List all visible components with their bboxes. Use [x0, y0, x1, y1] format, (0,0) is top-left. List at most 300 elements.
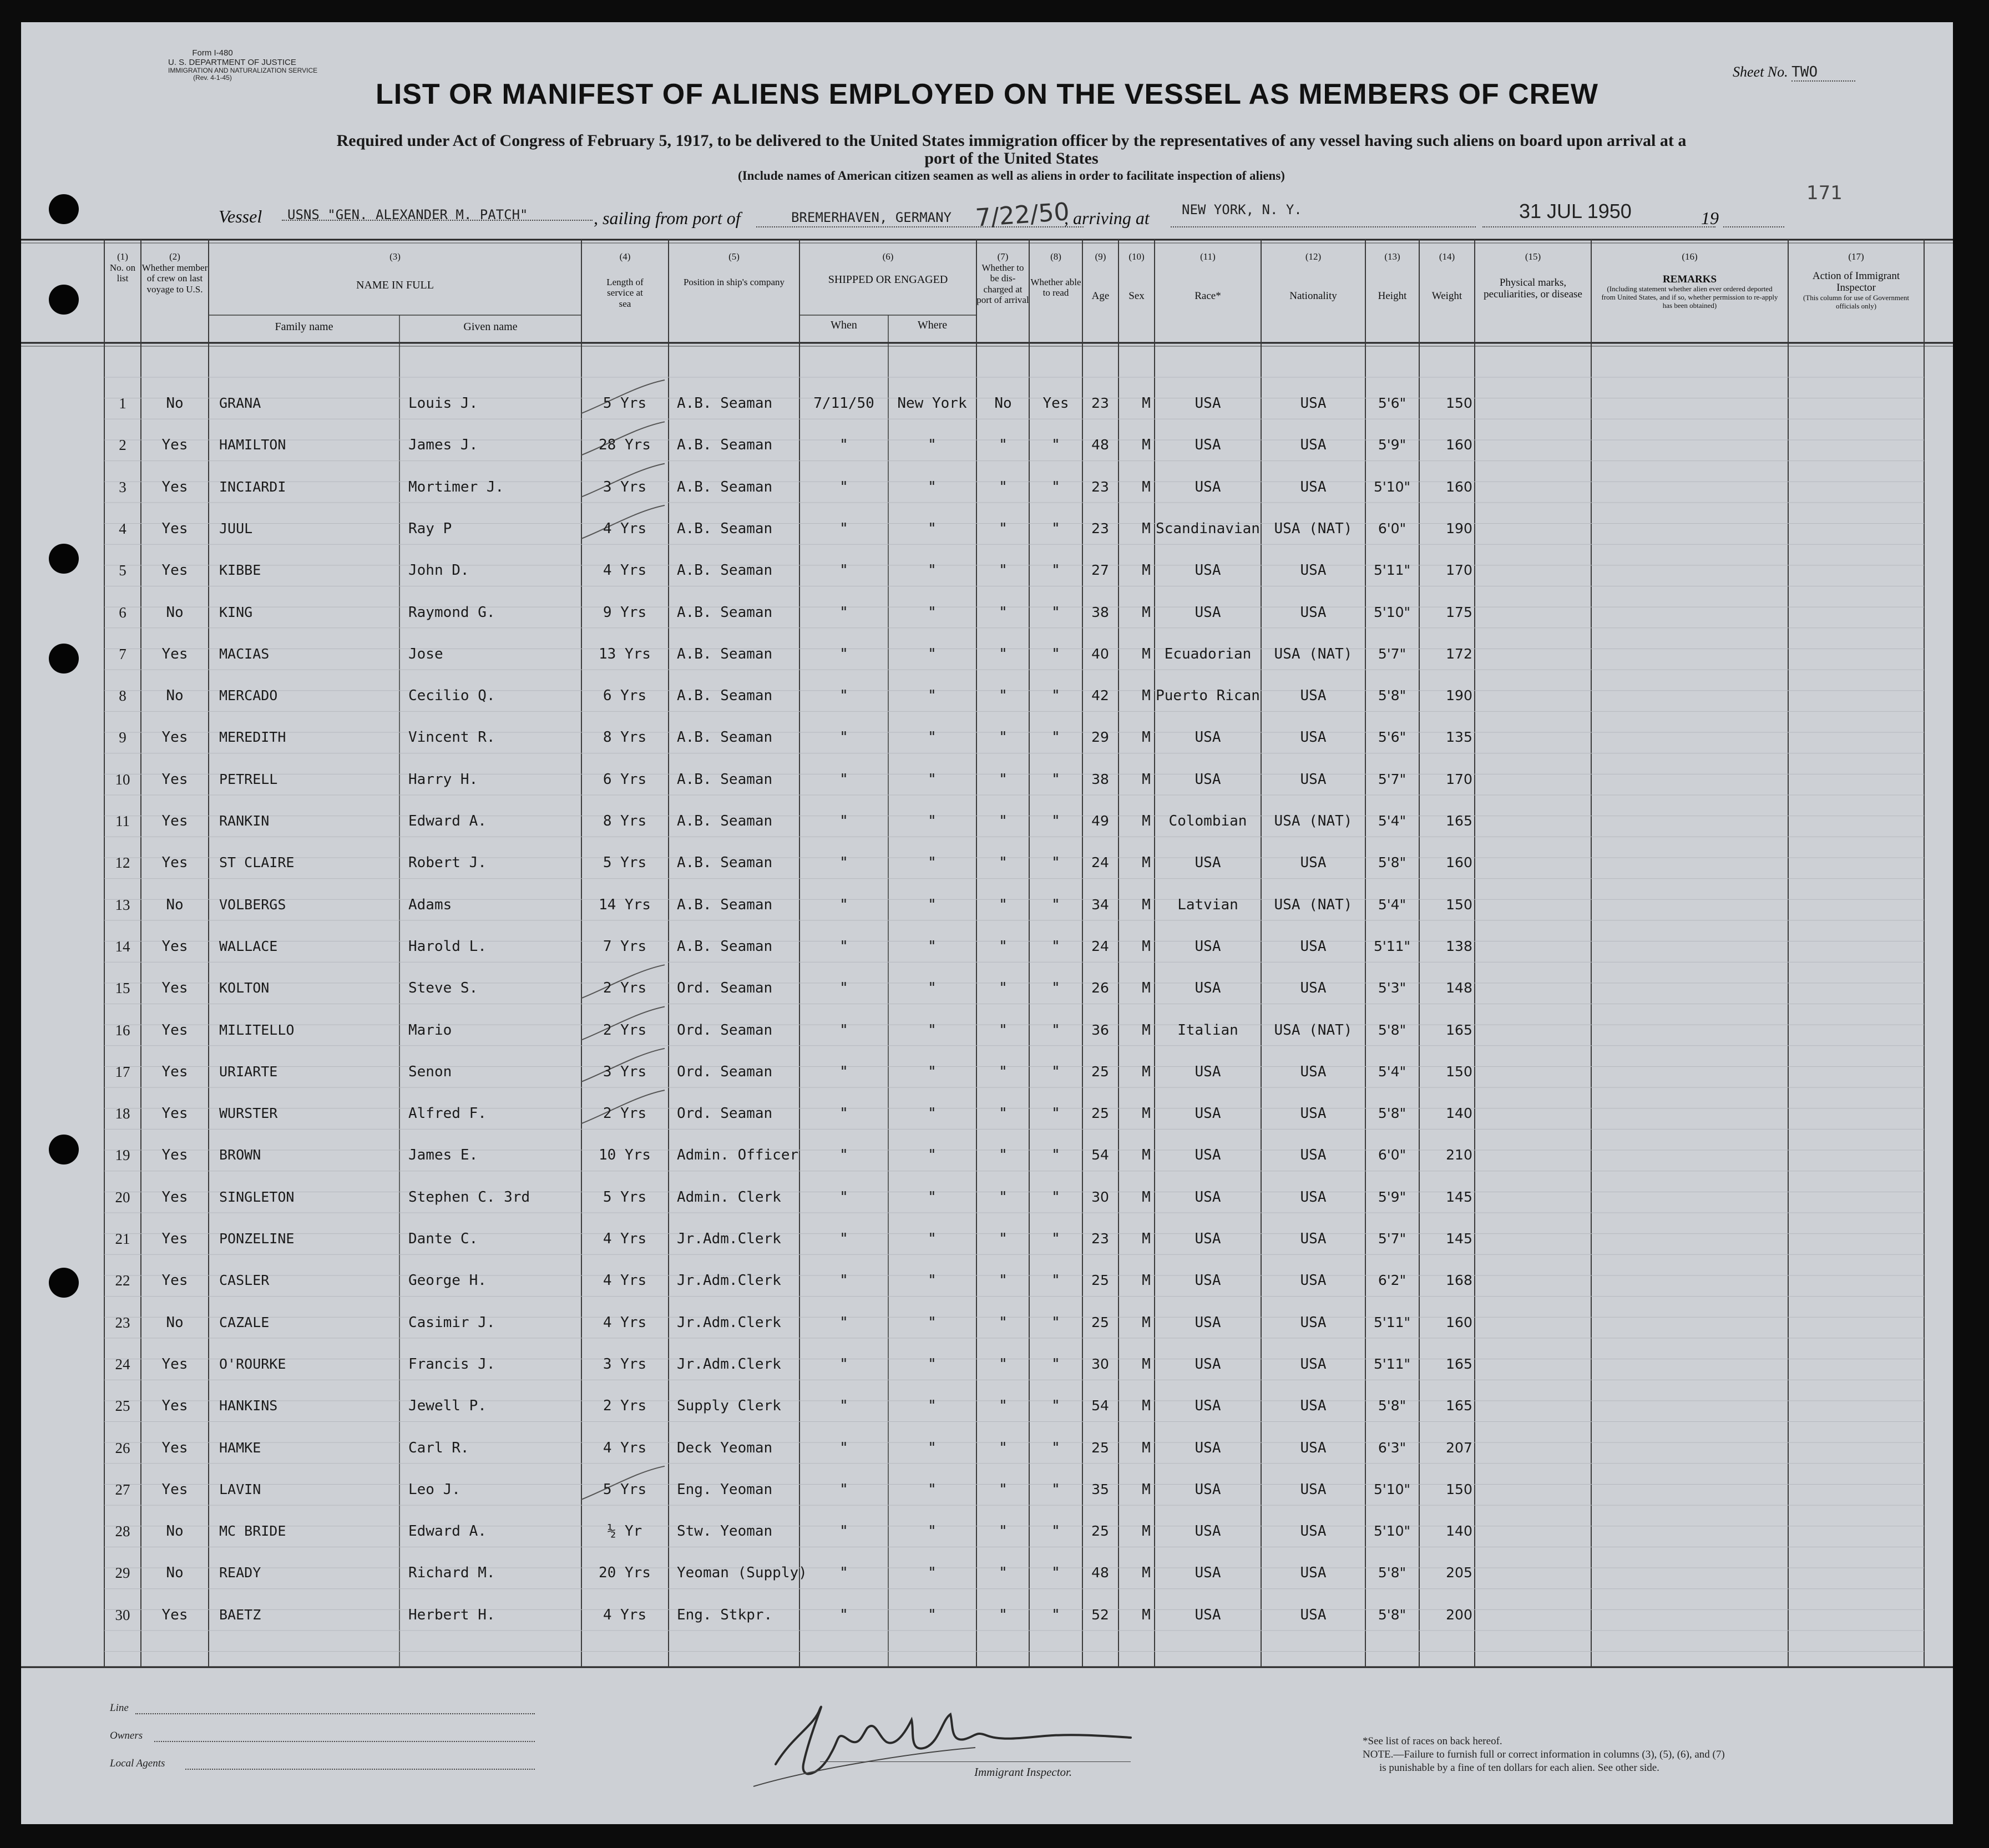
- family-name-cell: CAZALE: [219, 1314, 270, 1330]
- discharged-cell: ": [999, 520, 1008, 537]
- age-cell: 27: [1091, 562, 1109, 579]
- family-name-cell: MILITELLO: [219, 1021, 295, 1038]
- given-name-cell: Louis J.: [408, 395, 478, 412]
- row-number: 9: [119, 729, 126, 746]
- able-to-read-cell: ": [1051, 1481, 1060, 1498]
- voyage-cell: Yes: [161, 729, 188, 746]
- weight-cell: 150: [1446, 395, 1472, 411]
- nationality-cell: USA: [1300, 437, 1327, 454]
- sex-cell: M: [1142, 938, 1151, 955]
- race-cell: USA: [1195, 1481, 1221, 1498]
- voyage-cell: Yes: [161, 645, 188, 662]
- shipped-where-cell: ": [928, 1481, 937, 1498]
- sex-cell: M: [1142, 729, 1151, 746]
- row-number: 29: [115, 1565, 130, 1582]
- races-note: *See list of races on back hereof.: [1363, 1735, 1502, 1747]
- sex-cell: M: [1142, 562, 1151, 579]
- discharged-cell: No: [994, 395, 1012, 412]
- given-name-cell: John D.: [408, 562, 469, 579]
- service-name: IMMIGRATION AND NATURALIZATION SERVICE: [168, 67, 318, 74]
- shipped-when-cell: ": [839, 1523, 848, 1540]
- service-cell: 4 Yrs: [603, 1231, 647, 1247]
- family-name-cell: WURSTER: [219, 1105, 278, 1122]
- shipped-when-cell: ": [839, 604, 848, 621]
- discharged-cell: ": [999, 437, 1008, 454]
- height-cell: 5'6": [1378, 395, 1406, 411]
- service-cell: 6 Yrs: [603, 771, 647, 788]
- shipped-when-cell: ": [839, 1105, 848, 1122]
- col6-header: (6) SHIPPED OR ENGAGED: [828, 251, 948, 286]
- shipped-when-cell: ": [839, 562, 848, 579]
- race-cell: Puerto Rican: [1156, 687, 1260, 705]
- position-cell: Admin. Clerk: [677, 1188, 781, 1206]
- voyage-cell: Yes: [161, 478, 188, 495]
- family-name-cell: MACIAS: [219, 645, 270, 662]
- sheet-value: TWO: [1791, 64, 1855, 82]
- row-number: 10: [115, 771, 130, 788]
- sailing-port: BREMERHAVEN, GERMANY: [791, 210, 952, 225]
- age-cell: 25: [1091, 1105, 1109, 1122]
- department-name: U. S. DEPARTMENT OF JUSTICE: [168, 57, 296, 67]
- inspector-label: Immigrant Inspector.: [974, 1765, 1072, 1779]
- height-cell: 5'7": [1378, 771, 1406, 787]
- voyage-cell: No: [166, 604, 184, 621]
- shipped-where-cell: ": [928, 1021, 937, 1039]
- sex-cell: M: [1142, 1231, 1151, 1247]
- discharged-cell: ": [999, 1439, 1008, 1456]
- shipped-where-cell: ": [928, 645, 937, 662]
- shipped-when-cell: ": [839, 854, 848, 872]
- given-name-cell: Jose: [408, 645, 443, 662]
- shipped-when-cell: ": [839, 896, 848, 913]
- age-cell: 38: [1091, 771, 1109, 787]
- position-cell: Admin. Officer: [677, 1147, 799, 1164]
- row-number: 16: [115, 1021, 130, 1039]
- nationality-cell: USA: [1300, 604, 1327, 621]
- arrival-date-stamp: 31 JUL 1950: [1519, 200, 1632, 222]
- sex-cell: M: [1142, 1272, 1151, 1289]
- discharged-cell: ": [999, 813, 1008, 829]
- position-cell: Ord. Seaman: [677, 980, 773, 997]
- discharged-cell: ": [999, 1523, 1008, 1540]
- shipped-when-cell: ": [839, 520, 848, 537]
- discharged-cell: ": [999, 1272, 1008, 1289]
- shipped-where-cell: ": [928, 562, 937, 579]
- able-to-read-cell: ": [1051, 854, 1060, 872]
- weight-cell: 190: [1446, 520, 1472, 536]
- family-name-cell: GRANA: [219, 395, 261, 411]
- row-number: 3: [119, 478, 126, 495]
- able-to-read-cell: ": [1051, 478, 1060, 495]
- sex-cell: M: [1142, 1314, 1151, 1331]
- age-cell: 25: [1091, 1063, 1109, 1080]
- race-cell: USA: [1195, 1606, 1221, 1623]
- position-cell: A.B. Seaman: [677, 395, 773, 412]
- row-number: 21: [115, 1231, 130, 1247]
- height-cell: 5'11": [1373, 562, 1411, 579]
- local-agents-label: Local Agents: [110, 1758, 165, 1769]
- sheet-label: Sheet No.: [1733, 64, 1788, 80]
- able-to-read-cell: ": [1051, 1355, 1060, 1373]
- weight-cell: 148: [1446, 980, 1472, 996]
- row-number: 8: [119, 687, 126, 705]
- weight-cell: 200: [1446, 1606, 1472, 1623]
- revision-date: (Rev. 4-1-45): [193, 74, 232, 82]
- nationality-cell: USA: [1300, 1523, 1327, 1540]
- shipped-when-cell: ": [839, 687, 848, 705]
- discharged-cell: ": [999, 478, 1008, 495]
- able-to-read-cell: ": [1051, 1105, 1060, 1122]
- height-cell: 5'9": [1378, 1188, 1406, 1205]
- family-name-cell: VOLBERGS: [219, 896, 286, 913]
- sex-cell: M: [1142, 520, 1151, 537]
- nationality-cell: USA: [1300, 1606, 1327, 1623]
- position-cell: Jr.Adm.Clerk: [677, 1355, 781, 1373]
- voyage-cell: Yes: [161, 1272, 188, 1289]
- family-name-cell: LAVIN: [219, 1481, 261, 1497]
- row-number: 7: [119, 645, 126, 662]
- able-to-read-cell: ": [1051, 813, 1060, 829]
- given-name-cell: Carl R.: [408, 1439, 469, 1456]
- row-number: 22: [115, 1272, 130, 1289]
- nationality-cell: USA: [1300, 1398, 1327, 1415]
- service-cell: 4 Yrs: [603, 1439, 647, 1456]
- race-cell: Italian: [1177, 1021, 1238, 1039]
- position-cell: Jr.Adm.Clerk: [677, 1272, 781, 1289]
- weight-cell: 207: [1446, 1439, 1472, 1456]
- given-name-cell: Raymond G.: [408, 604, 495, 621]
- discharged-cell: ": [999, 938, 1008, 955]
- weight-cell: 165: [1446, 813, 1472, 829]
- voyage-cell: Yes: [161, 1398, 188, 1415]
- weight-cell: 145: [1446, 1188, 1472, 1205]
- page-title: LIST OR MANIFEST OF ALIENS EMPLOYED ON THE VESSEL AS MEMBERS OF CREW: [376, 78, 1598, 110]
- voyage-cell: Yes: [161, 980, 188, 997]
- shipped-when-cell: ": [839, 1147, 848, 1164]
- weight-cell: 145: [1446, 1231, 1472, 1247]
- handwritten-date: 7/22/50: [974, 198, 1071, 232]
- race-cell: USA: [1195, 938, 1221, 955]
- nationality-cell: USA: [1300, 854, 1327, 872]
- sex-cell: M: [1142, 1523, 1151, 1540]
- col13-header: (13) Height: [1378, 251, 1407, 302]
- voyage-cell: No: [166, 896, 184, 913]
- family-name-cell: BAETZ: [219, 1606, 261, 1623]
- height-cell: 5'7": [1378, 645, 1406, 662]
- shipped-where-cell: ": [928, 1439, 937, 1456]
- height-cell: 5'8": [1378, 854, 1406, 871]
- able-to-read-cell: ": [1051, 1063, 1060, 1080]
- service-cell: 6 Yrs: [603, 687, 647, 705]
- able-to-read-cell: ": [1051, 645, 1060, 662]
- race-cell: Ecuadorian: [1164, 645, 1252, 662]
- age-cell: 23: [1091, 478, 1109, 495]
- age-cell: 48: [1091, 1565, 1109, 1581]
- voyage-cell: Yes: [161, 1105, 188, 1122]
- vessel-label: Vessel: [219, 206, 262, 226]
- race-cell: USA: [1195, 562, 1221, 579]
- age-cell: 23: [1091, 395, 1109, 411]
- row-number: 6: [119, 604, 126, 621]
- race-cell: USA: [1195, 395, 1221, 412]
- family-name-cell: URIARTE: [219, 1063, 278, 1080]
- position-cell: A.B. Seaman: [677, 938, 773, 955]
- discharged-cell: ": [999, 1398, 1008, 1415]
- row-number: 23: [115, 1314, 130, 1331]
- shipped-where-cell: New York: [897, 395, 967, 412]
- shipped-when-cell: ": [839, 1565, 848, 1582]
- row-number: 18: [115, 1105, 130, 1122]
- shipped-where-cell: ": [928, 771, 937, 788]
- given-name-cell: Edward A.: [408, 813, 487, 829]
- shipped-where-cell: ": [928, 1565, 937, 1582]
- sex-cell: M: [1142, 1147, 1151, 1164]
- race-cell: USA: [1195, 729, 1221, 746]
- height-cell: 5'10": [1373, 1481, 1411, 1497]
- discharged-cell: ": [999, 771, 1008, 788]
- nationality-cell: USA: [1300, 478, 1327, 495]
- col15-header: (15) Physical marks, peculiarities, or disease: [1484, 251, 1582, 301]
- family-name-cell: RANKIN: [219, 813, 270, 829]
- race-cell: USA: [1195, 1314, 1221, 1331]
- discharged-cell: ": [999, 1565, 1008, 1582]
- weight-cell: 160: [1446, 437, 1472, 453]
- page-number: 171: [1806, 182, 1843, 204]
- shipped-where-cell: ": [928, 1231, 937, 1247]
- given-name-cell: Senon: [408, 1063, 452, 1080]
- service-cell: 3 Yrs: [603, 1355, 647, 1373]
- col12-header: (12) Nationality: [1289, 251, 1337, 302]
- weight-cell: 165: [1446, 1021, 1472, 1038]
- height-cell: 5'8": [1378, 1565, 1406, 1581]
- shipped-when-cell: ": [839, 771, 848, 788]
- voyage-cell: Yes: [161, 1063, 188, 1080]
- family-name-cell: HAMILTON: [219, 437, 286, 453]
- age-cell: 49: [1091, 813, 1109, 829]
- shipped-when-cell: ": [839, 1606, 848, 1623]
- able-to-read-cell: ": [1051, 437, 1060, 454]
- height-cell: 5'7": [1378, 1231, 1406, 1247]
- age-cell: 24: [1091, 938, 1109, 954]
- age-cell: 54: [1091, 1147, 1109, 1163]
- race-cell: Scandinavian: [1156, 520, 1260, 537]
- family-name-cell: PONZELINE: [219, 1231, 295, 1247]
- weight-cell: 165: [1446, 1398, 1472, 1414]
- race-cell: USA: [1195, 1439, 1221, 1456]
- given-name-cell: Steve S.: [408, 980, 478, 997]
- row-number: 30: [115, 1606, 130, 1623]
- weight-cell: 175: [1446, 604, 1472, 620]
- race-cell: USA: [1195, 1272, 1221, 1289]
- weight-cell: 170: [1446, 771, 1472, 787]
- penalty-note-line2: is punishable by a fine of ten dollars for each alien. See other side.: [1379, 1762, 1659, 1774]
- col7-header: (7) Whether to be dis-charged at port of arrival: [976, 251, 1029, 306]
- able-to-read-cell: ": [1051, 771, 1060, 788]
- discharged-cell: ": [999, 604, 1008, 621]
- punch-hole: [49, 194, 79, 224]
- given-name-cell: James E.: [408, 1147, 478, 1164]
- sex-cell: M: [1142, 395, 1151, 412]
- able-to-read-cell: ": [1051, 1147, 1060, 1164]
- nationality-cell: USA (NAT): [1274, 645, 1353, 662]
- family-name-cell: HAMKE: [219, 1439, 261, 1456]
- discharged-cell: ": [999, 1188, 1008, 1206]
- voyage-cell: No: [166, 1314, 184, 1331]
- shipped-when-cell: ": [839, 1272, 848, 1289]
- height-cell: 5'4": [1378, 1063, 1406, 1080]
- service-cell: 5 Yrs: [603, 1481, 647, 1498]
- race-cell: USA: [1195, 1398, 1221, 1415]
- able-to-read-cell: Yes: [1042, 395, 1069, 412]
- able-to-read-cell: ": [1051, 729, 1060, 746]
- family-name-header: Family name: [275, 321, 333, 333]
- height-cell: 5'4": [1378, 896, 1406, 913]
- row-number: 17: [115, 1063, 130, 1080]
- shipped-where-cell: ": [928, 604, 937, 621]
- service-cell: 2 Yrs: [603, 1398, 647, 1415]
- shipped-where-cell: ": [928, 980, 937, 997]
- given-name-cell: Vincent R.: [408, 729, 495, 746]
- shipped-when-cell: ": [839, 1314, 848, 1331]
- voyage-cell: Yes: [161, 1147, 188, 1164]
- given-name-cell: Ray P: [408, 520, 452, 537]
- voyage-cell: Yes: [161, 771, 188, 788]
- nationality-cell: USA: [1300, 1147, 1327, 1164]
- sex-cell: M: [1142, 1565, 1151, 1582]
- row-number: 19: [115, 1147, 130, 1164]
- given-name-cell: Adams: [408, 896, 452, 913]
- voyage-cell: Yes: [161, 938, 188, 955]
- position-cell: A.B. Seaman: [677, 771, 773, 788]
- service-cell: 14 Yrs: [599, 896, 651, 913]
- weight-cell: 160: [1446, 854, 1472, 871]
- height-cell: 5'10": [1373, 1523, 1411, 1540]
- nationality-cell: USA: [1300, 980, 1327, 997]
- sex-cell: M: [1142, 896, 1151, 913]
- shipped-when-cell: 7/11/50: [813, 395, 874, 412]
- shipped-where-cell: ": [928, 813, 937, 829]
- shipped-where-cell: ": [928, 687, 937, 705]
- given-name-cell: Harold L.: [408, 938, 487, 955]
- height-cell: 5'10": [1373, 604, 1411, 620]
- sex-cell: M: [1142, 437, 1151, 454]
- form-id-block: [168, 48, 318, 82]
- family-name-cell: MEREDITH: [219, 729, 286, 746]
- shipped-where-cell: ": [928, 437, 937, 454]
- voyage-cell: No: [166, 687, 184, 705]
- sex-cell: M: [1142, 1355, 1151, 1373]
- shipped-when-cell: ": [839, 1021, 848, 1039]
- voyage-cell: No: [166, 1565, 184, 1582]
- col17-header: (17) Action of Immigrant Inspector (This column for use of Government officials only): [1803, 251, 1909, 311]
- weight-cell: 160: [1446, 478, 1472, 495]
- arriving-label: , arriving at: [1064, 208, 1150, 228]
- discharged-cell: ": [999, 896, 1008, 913]
- position-cell: A.B. Seaman: [677, 813, 773, 829]
- discharged-cell: ": [999, 1021, 1008, 1039]
- voyage-cell: Yes: [161, 1355, 188, 1373]
- position-cell: Stw. Yeoman: [677, 1523, 773, 1540]
- col11-header: (11) Race*: [1195, 251, 1221, 302]
- position-cell: A.B. Seaman: [677, 437, 773, 454]
- age-cell: 25: [1091, 1272, 1109, 1289]
- weight-cell: 165: [1446, 1355, 1472, 1372]
- subtitle-line3: (Include names of American citizen seamen as well as aliens in order to facilitate inspection of aliens): [738, 169, 1285, 183]
- row-number: 15: [115, 980, 130, 997]
- given-name-cell: Richard M.: [408, 1565, 495, 1582]
- position-cell: A.B. Seaman: [677, 520, 773, 537]
- height-cell: 6'0": [1378, 1147, 1406, 1163]
- shipped-when-cell: ": [839, 1439, 848, 1456]
- given-name-cell: Harry H.: [408, 771, 478, 788]
- service-cell: 3 Yrs: [603, 1063, 647, 1080]
- when-header: When: [831, 319, 857, 331]
- shipped-when-cell: ": [839, 938, 848, 955]
- height-cell: 5'11": [1373, 1355, 1411, 1372]
- weight-cell: 135: [1446, 729, 1472, 746]
- weight-cell: 172: [1446, 645, 1472, 662]
- given-name-cell: Jewell P.: [408, 1398, 487, 1415]
- discharged-cell: ": [999, 1231, 1008, 1247]
- row-number: 26: [115, 1439, 130, 1456]
- shipped-where-cell: ": [928, 1272, 937, 1289]
- height-cell: 5'9": [1378, 437, 1406, 453]
- service-cell: 8 Yrs: [603, 813, 647, 829]
- service-cell: 20 Yrs: [599, 1565, 651, 1582]
- family-name-cell: SINGLETON: [219, 1188, 295, 1205]
- sex-cell: M: [1142, 1021, 1151, 1039]
- sex-cell: M: [1142, 478, 1151, 495]
- service-cell: 28 Yrs: [599, 437, 651, 454]
- able-to-read-cell: ": [1051, 1565, 1060, 1582]
- given-name-header: Given name: [463, 321, 518, 333]
- age-cell: 38: [1091, 604, 1109, 620]
- height-cell: 6'2": [1378, 1272, 1406, 1289]
- sex-cell: M: [1142, 854, 1151, 872]
- nationality-cell: USA: [1300, 771, 1327, 788]
- race-cell: USA: [1195, 604, 1221, 621]
- family-name-cell: CASLER: [219, 1272, 270, 1289]
- nationality-cell: USA: [1300, 1439, 1327, 1456]
- race-cell: USA: [1195, 771, 1221, 788]
- service-cell: 13 Yrs: [599, 645, 651, 662]
- row-number: 5: [119, 562, 126, 579]
- shipped-where-cell: ": [928, 478, 937, 495]
- position-cell: Jr.Adm.Clerk: [677, 1231, 781, 1247]
- col16-header: (16) REMARKS (Including statement whether alien ever ordered deported from United States, and if so, whether permission to re-apply has been obtained): [1601, 251, 1778, 310]
- family-name-cell: HANKINS: [219, 1398, 278, 1414]
- discharged-cell: ": [999, 1606, 1008, 1623]
- age-cell: 30: [1091, 1188, 1109, 1205]
- race-cell: USA: [1195, 1523, 1221, 1540]
- age-cell: 24: [1091, 854, 1109, 871]
- subtitle-line1: Required under Act of Congress of February 5, 1917, to be delivered to the United States immigration officer by the representatives of any vessel having such aliens on board upon arrival at a: [336, 131, 1687, 150]
- age-cell: 34: [1091, 896, 1109, 913]
- height-cell: 5'8": [1378, 1021, 1406, 1038]
- row-number: 13: [115, 896, 130, 913]
- height-cell: 6'3": [1378, 1439, 1406, 1456]
- voyage-cell: Yes: [161, 1439, 188, 1456]
- given-name-cell: Stephen C. 3rd: [408, 1188, 530, 1206]
- position-cell: Ord. Seaman: [677, 1063, 773, 1080]
- weight-cell: 150: [1446, 1481, 1472, 1497]
- row-number: 25: [115, 1398, 130, 1415]
- shipped-when-cell: ": [839, 478, 848, 495]
- row-number: 4: [119, 520, 126, 537]
- race-cell: USA: [1195, 1355, 1221, 1373]
- row-number: 1: [119, 395, 126, 412]
- nationality-cell: USA (NAT): [1274, 1021, 1353, 1039]
